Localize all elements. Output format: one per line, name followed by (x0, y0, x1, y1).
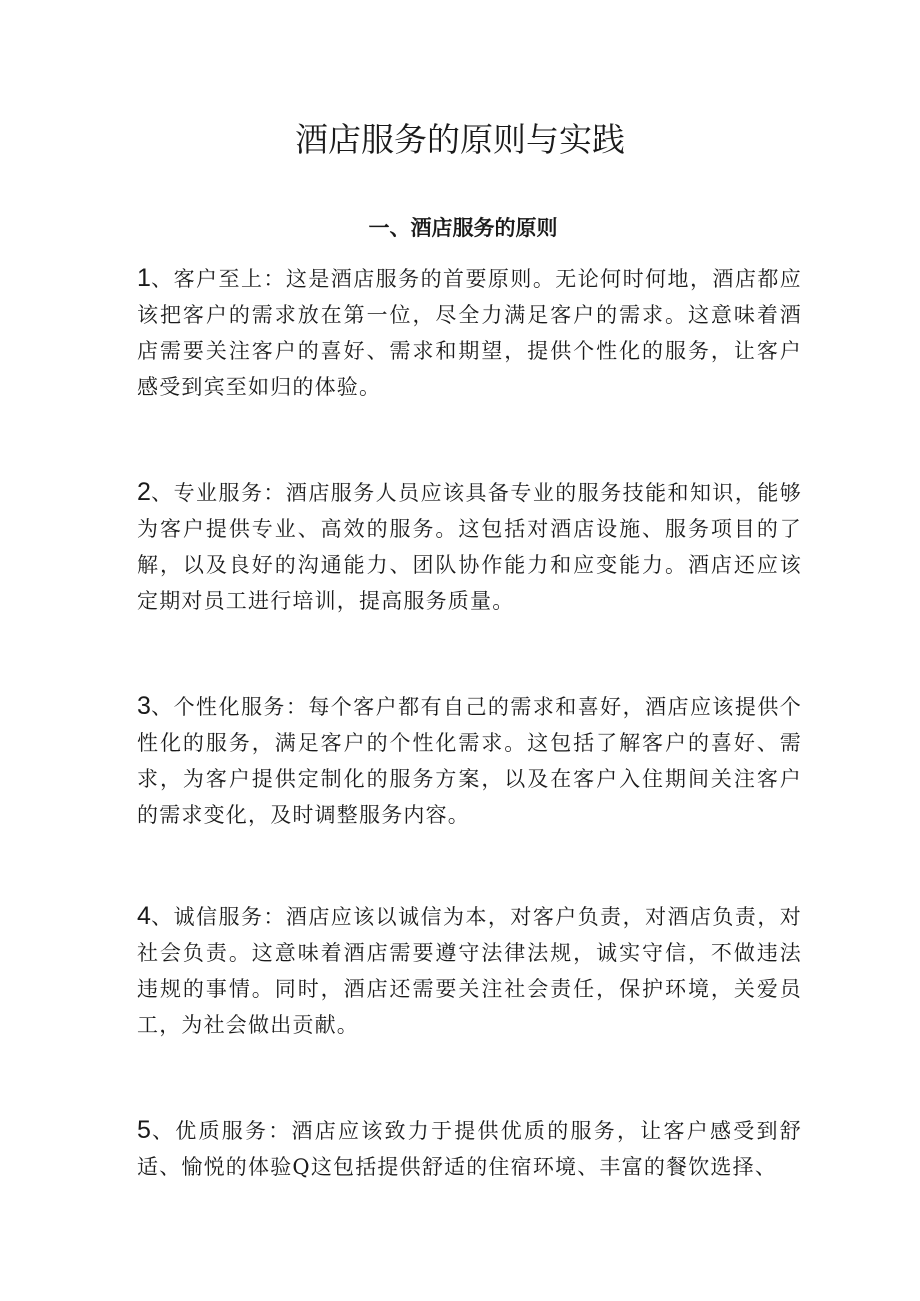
paragraph-number: 1 (137, 264, 151, 292)
document-title: 酒店服务的原则与实践 (295, 120, 625, 159)
paragraph-3 (137, 688, 802, 833)
paragraph-text: 个性化服务：每个客户都有自己的需求和喜好，酒店应该提供个性化的服务，满足客户的个性化需求。这包括了解客户的喜好、需求，为客户提供定制化的服务方案，以及在客户入住期间关注客户的需求变化，及时调整服务内容。 (137, 695, 802, 827)
paragraph-5 (137, 1112, 802, 1185)
paragraph-separator: 、 (150, 267, 174, 291)
paragraph-2 (137, 474, 802, 619)
paragraph-number: 4 (137, 902, 151, 930)
paragraph-text: 客户至上：这是酒店服务的首要原则。无论何时何地，酒店都应该把客户的需求放在第一位，尽全力满足客户的需求。这意味着酒店需要关注客户的喜好、需求和期望，提供个性化的服务，让客户感受到宾至如归的体验。 (137, 267, 802, 399)
paragraph-separator: 、 (150, 1119, 176, 1143)
paragraph-text: 优质服务：酒店应该致力于提供优质的服务，让客户感受到舒适、愉悦的体验Q这包括提供舒适的住宿环境、丰富的餐饮选择、 (137, 1119, 802, 1179)
paragraph-number: 3 (137, 692, 151, 720)
paragraph-separator: 、 (150, 695, 174, 719)
paragraph-number: 5 (137, 1116, 151, 1144)
paragraph-separator: 、 (150, 481, 174, 505)
paragraph-number: 2 (137, 478, 151, 506)
paragraph-text: 诚信服务：酒店应该以诚信为本，对客户负责，对酒店负责，对社会负责。这意味着酒店需要遵守法律法规，诚实守信，不做违法违规的事情。同时，酒店还需要关注社会责任，保护环境，关爱员工，为社会做出贡献。 (137, 905, 802, 1037)
paragraph-text: 专业服务：酒店服务人员应该具备专业的服务技能和知识，能够为客户提供专业、高效的服务。这包括对酒店设施、服务项目的了解，以及良好的沟通能力、团队协作能力和应变能力。酒店还应该定期对员工进行培训，提高服务质量。 (137, 481, 802, 613)
paragraph-1 (137, 260, 802, 405)
section-heading: 一、酒店服务的原则 (368, 215, 558, 240)
paragraph-separator: 、 (150, 905, 174, 929)
paragraph-4 (137, 898, 802, 1043)
